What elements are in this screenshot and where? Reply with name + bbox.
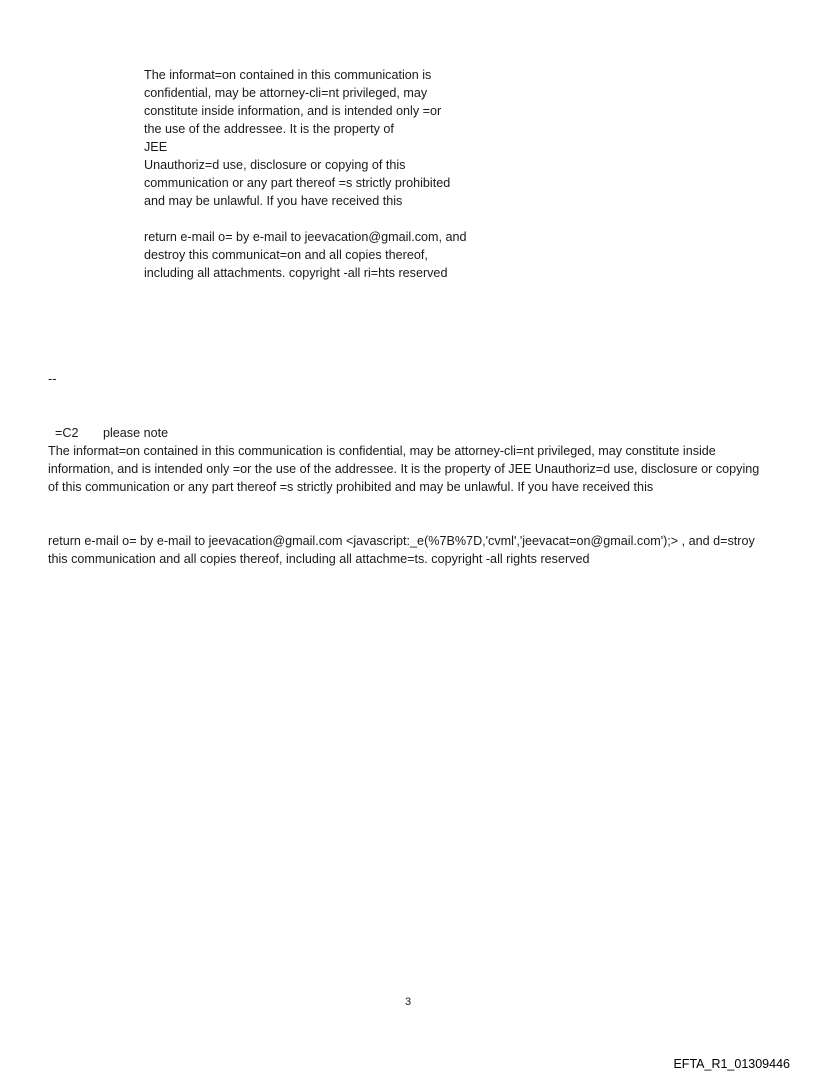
notice-paragraph-1: The informat=on contained in this communication is confidential, may be attorney-cli=nt privileged, may constitute inside information, and is intended only =or the use of the addressee. It is the property of JEE Unauthoriz=d use, disclosure or copying of this communication or any part thereof =s strictly prohibited and may be unlawful. If you have received this xyxy=(48,444,760,494)
note-code: =C2 xyxy=(55,426,79,440)
quoted-line: and may be unlawful. If you have received this xyxy=(144,194,403,208)
quoted-line: the use of the addressee. It is the property of xyxy=(144,122,394,136)
quoted-line: communication or any part thereof =s strictly prohibited xyxy=(144,176,451,190)
quoted-line: including all attachments. copyright -all ri=hts reserved xyxy=(144,266,448,280)
quoted-line: The informat=on contained in this communication is xyxy=(144,68,432,82)
quoted-line: confidential, may be attorney-cli=nt privileged, may xyxy=(144,86,428,100)
notice-paragraph-2: return e-mail o= by e-mail to jeevacation@gmail.com <javascript:_e(%7B%7D,'cvml','jeevacat=on@gmail.com');> , and d=stroy this communication and all copies thereof, including all attachme=ts. copyright -all rights reserved xyxy=(48,534,755,566)
page-number: 3 xyxy=(404,996,412,1008)
quoted-line: destroy this communicat=on and all copies thereof, xyxy=(144,248,428,262)
note-reference xyxy=(48,406,168,442)
quoted-line: Unauthoriz=d use, disclosure or copying of this xyxy=(144,158,406,172)
quoted-line: return e-mail o= by e-mail to jeevacation@gmail.com, and xyxy=(144,230,467,244)
note-label: please note xyxy=(103,426,169,440)
document-id: EFTA_R1_01309446 xyxy=(673,1057,790,1071)
quoted-line: constitute inside information, and is intended only =or xyxy=(144,104,442,118)
signature-separator: -- xyxy=(48,372,57,386)
quoted-line: JEE xyxy=(144,140,168,154)
